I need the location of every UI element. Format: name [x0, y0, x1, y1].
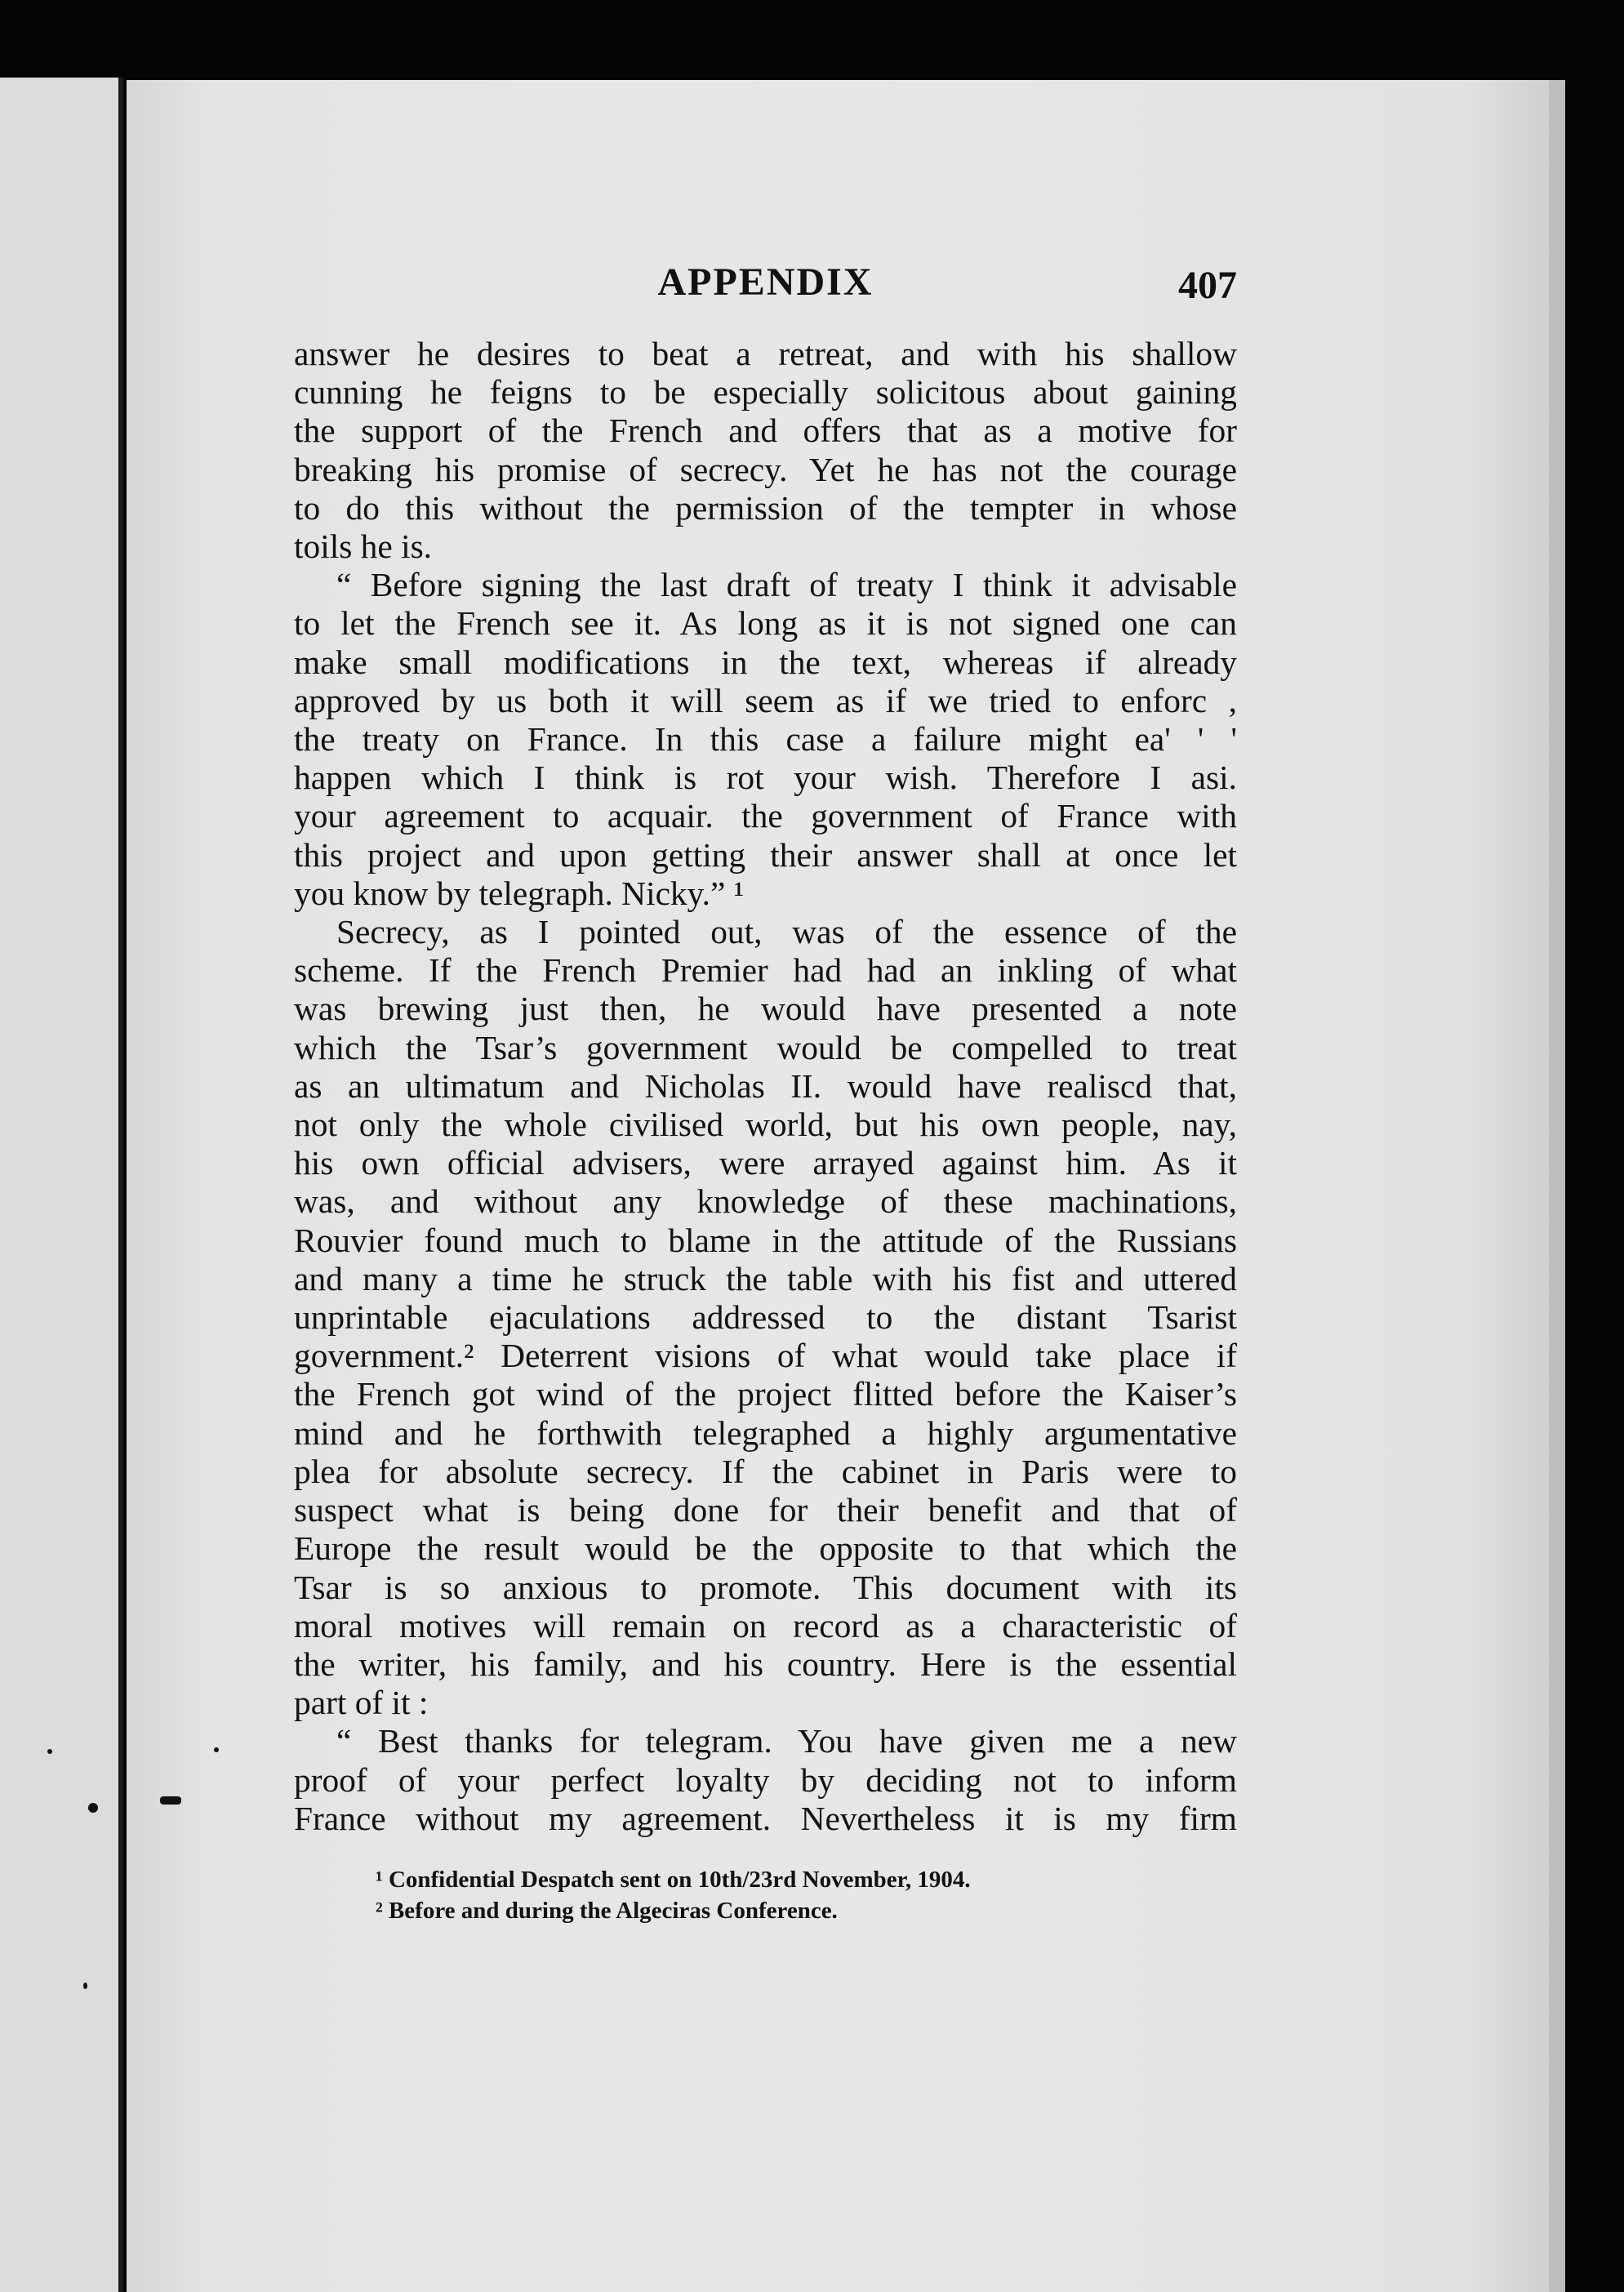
text-line: “ Best thanks for telegram. You have given me a new	[336, 1722, 1237, 1760]
text-line: you know by telegraph. Nicky.” ¹	[294, 874, 745, 912]
text-line: unprintable ejaculations addressed to the distant Tsarist	[294, 1298, 1237, 1337]
text-line: the writer, his family, and his country. Here is the essential	[294, 1644, 1237, 1683]
text-line: approved by us both it will seem as if we tried to enforc ,	[294, 681, 1237, 719]
text-line: the French got wind of the project flitted before the Kaiser’s	[294, 1375, 1237, 1413]
text-line: this project and upon getting their answer shall at once let	[294, 835, 1237, 874]
text-line: part of it :	[294, 1684, 429, 1722]
footnote: ² Before and during the Algeciras Conference.	[376, 1898, 838, 1924]
footnotes	[376, 1864, 1192, 1926]
footnote: ¹ Confidential Despatch sent on 10th/23rd November, 1904.	[376, 1867, 971, 1893]
page-header	[294, 260, 1237, 310]
text-line: the support of the French and offers that as a motive for	[294, 412, 1237, 450]
text-line: to do this without the permission of the tempter in whose	[294, 488, 1237, 527]
text-line: which the Tsar’s government would be compelled to treat	[294, 1028, 1237, 1066]
text-line: France without my agreement. Nevertheless it is my firm	[294, 1799, 1237, 1837]
text-line: breaking his promise of secrecy. Yet he has not the courage	[294, 450, 1237, 488]
text-line: to let the French see it. As long as it is not signed one can	[294, 604, 1237, 643]
text-line: toils he is.	[294, 527, 433, 566]
text-line: make small modifications in the text, whereas if already	[294, 643, 1237, 681]
text-line: proof of your perfect loyalty by deciding not to inform	[294, 1760, 1237, 1799]
text-line: the treaty on France. In this case a failure might ea' ' '	[294, 720, 1237, 759]
scan-speck	[160, 1796, 181, 1805]
text-line: Secrecy, as I pointed out, was of the essence of the	[336, 913, 1237, 951]
previous-page-edge	[0, 78, 123, 2292]
body-text	[294, 335, 1237, 1838]
page-fore-edge	[1549, 80, 1565, 2292]
text-line: “ Before signing the last draft of treaty I think it advisable	[336, 566, 1237, 604]
text-line: Tsar is so anxious to promote. This document with its	[294, 1568, 1237, 1606]
text-line: happen which I think is rot your wish. Therefore I asi.	[294, 759, 1237, 797]
scan-speck	[47, 1749, 52, 1754]
text-line: moral motives will remain on record as a characteristic of	[294, 1606, 1237, 1644]
text-line: government.² Deterrent visions of what would take place if	[294, 1337, 1237, 1375]
text-line: and many a time he struck the table with his fist and uttered	[294, 1259, 1237, 1297]
running-head: APPENDIX	[657, 260, 874, 304]
scan-speck	[88, 1803, 98, 1813]
text-line: cunning he feigns to be especially solicitous about gaining	[294, 373, 1237, 412]
text-line: suspect what is being done for their benefit and that of	[294, 1491, 1237, 1529]
text-line: was, and without any knowledge of these machinations,	[294, 1182, 1237, 1221]
scan-speck	[214, 1747, 219, 1752]
text-line: your agreement to acquair. the government of France with	[294, 797, 1237, 835]
scan-speck	[83, 1983, 87, 1989]
text-line: mind and he forthwith telegraphed a highly argumentative	[294, 1413, 1237, 1452]
text-line: was brewing just then, he would have presented a note	[294, 990, 1237, 1028]
text-line: Rouvier found much to blame in the attitude of the Russians	[294, 1221, 1237, 1259]
text-line: answer he desires to beat a retreat, and with his shallow	[294, 335, 1237, 372]
text-line: not only the whole civilised world, but his own people, nay,	[294, 1106, 1237, 1144]
text-line: Europe the result would be the opposite to that which the	[294, 1529, 1237, 1568]
text-line: scheme. If the French Premier had had an inkling of what	[294, 951, 1237, 990]
page-number: 407	[1178, 264, 1237, 307]
text-line: as an ultimatum and Nicholas II. would have realiscd that,	[294, 1066, 1237, 1105]
text-line: plea for absolute secrecy. If the cabinet in Paris were to	[294, 1452, 1237, 1490]
text-line: his own official advisers, were arrayed against him. As it	[294, 1144, 1237, 1182]
